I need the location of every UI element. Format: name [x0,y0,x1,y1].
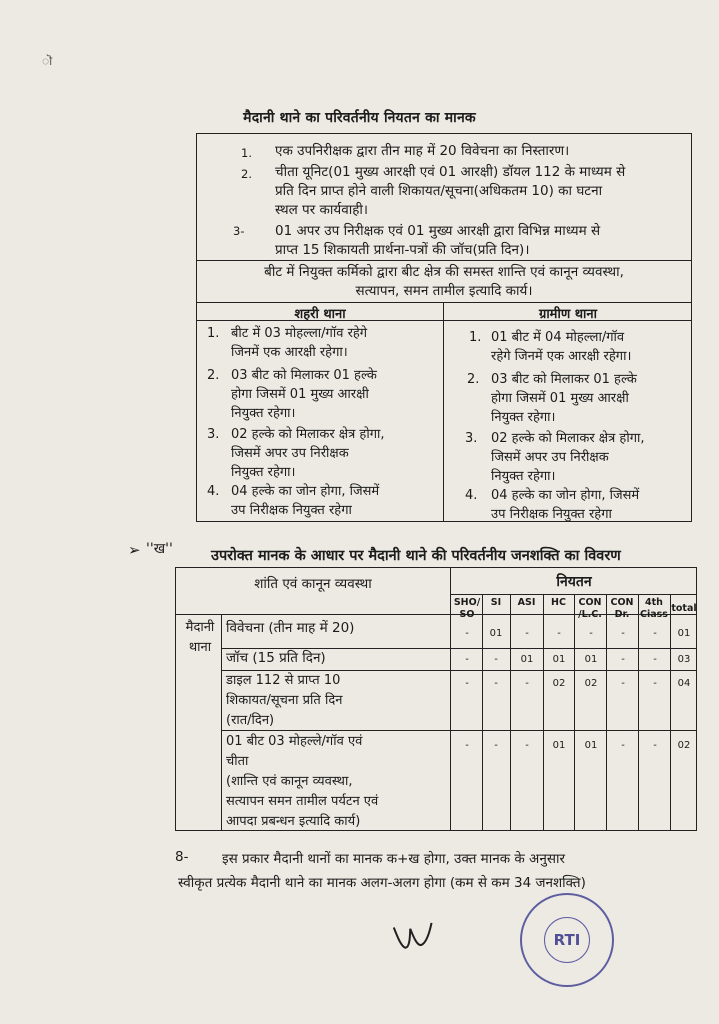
row-desc: 01 बीट 03 मोहल्ले/गॉव एवं चीता (शान्ति एवं कानून व्यवस्था, सत्यापन समन तामील पर्यटन एवं आपदा प्रबन्धन इत्यादि कार्य) [226,734,379,829]
table-cell: 02 [677,740,691,751]
table-cell: - [653,654,657,665]
urban-item: 04 हल्के का जोन होगा, जिसमें उप निरीक्षक नियुक्त रहेगा [231,484,380,518]
table-cell: - [653,678,657,689]
item-number: 3- [233,224,245,238]
page-corner-mark: ॊ [42,54,53,68]
urban-item: 02 हल्के को मिलाकर क्षेत्र होगा, जिसमें अपर उप निरीक्षक नियुक्त रहेगा। [231,427,385,480]
niyatan-header: नियतन [556,574,592,590]
urban-item: बीट में 03 मोहल्ला/गॉव रहेगे जिनमें एक आरक्षी रहेगा। [231,326,368,360]
table-cell: - [494,740,498,751]
table-cell: - [653,740,657,751]
table-cell: 01 [552,740,566,751]
table-cell: - [525,740,529,751]
table-cell: - [653,628,657,639]
col-con-lc: CON /L.C. [578,597,602,620]
table-cell: 02 [584,678,598,689]
rural-item: 01 बीट में 04 मोहल्ला/गॉव रहेगे जिनमें एक आरक्षी रहेगा। [491,330,632,364]
urban-item: 03 बीट को मिलाकर 01 हल्के होगा जिसमें 01 मुख्य आरक्षी नियुक्त रहेगा। [231,368,377,421]
footer-number: 8- [175,849,189,865]
document-title: मैदानी थाने का परिवर्तनीय नियतन का मानक [243,110,476,126]
table-cell: 01 [489,628,503,639]
rural-station-header: ग्रामीण थाना [538,307,598,322]
handwritten-signature [388,912,441,964]
bullet-arrow-icon: ➢ [128,541,141,559]
table-cell: - [621,628,625,639]
row-label-maidani-thana: मैदानी थाना [185,620,215,655]
col-con-dr: CON Dr. [610,597,634,620]
table-cell: 01 [584,654,598,665]
table-cell: - [465,628,469,639]
manpower-table [175,567,697,831]
table-line [450,594,696,595]
rural-item-number: 4. [465,488,478,503]
table-cell: - [465,678,469,689]
rural-item: 02 हल्के को मिलाकर क्षेत्र होगा, जिसमें अपर उप निरीक्षक नियुक्त रहेगा। [491,431,645,484]
law-order-header: शांति एवं कानून व्यवस्था [254,576,372,592]
table-cell: - [525,628,529,639]
table-cell: - [465,740,469,751]
urban-item-number: 3. [207,427,220,442]
col-total: total [671,603,697,614]
table-cell: - [621,740,625,751]
rural-item: 04 हल्के का जोन होगा, जिसमें उप निरीक्षक नियुक्त रहेगा [491,488,640,522]
rural-item-number: 3. [465,431,478,446]
col-4th-class: 4th Ciass [640,597,668,620]
divider [197,260,691,261]
table-line [450,568,451,830]
section-letter: ''ख'' [146,541,173,557]
beat-duty-text: बीट में नियुक्त कर्मिको द्वारा बीट क्षेत्र की समस्त शान्ति एवं कानून व्यवस्था, सत्यापन, समन तामील इत्यादि कार्य। [264,264,624,299]
table-line [221,614,222,830]
table-line [482,594,483,830]
table-cell: - [621,678,625,689]
item-number: 2. [241,167,252,181]
table-cell: 01 [552,654,566,665]
item-text: चीता यूनिट(01 मुख्य आरक्षी एवं 01 आरक्षी) डॉयल 112 के माध्यम से प्रति दिन प्राप्त होने वाली शिकायत/सूचना(अधिकतम 10) का घटना स्थल पर कार्यवाही। [275,164,626,218]
row-desc: विवेचना (तीन माह में 20) [226,620,355,636]
divider [197,302,691,303]
col-si: SI [490,597,502,608]
table-cell: 04 [677,678,691,689]
rti-seal [520,893,614,987]
table-cell: - [465,654,469,665]
table-line [543,594,544,830]
rural-item-number: 1. [469,330,482,345]
table-cell: 02 [552,678,566,689]
rural-item: 03 बीट को मिलाकर 01 हल्के होगा जिसमें 01 मुख्य आरक्षी नियुक्त रहेगा। [491,372,637,425]
table-cell: 01 [520,654,534,665]
item-number: 1. [241,146,252,160]
footer-line-2: स्वीकृत प्रत्येक मैदानी थाने का मानक अलग-अलग होगा (कम से कम 34 जनशक्ति) [178,875,586,891]
table-cell: - [557,628,561,639]
table-cell: 03 [677,654,691,665]
table-cell: - [494,654,498,665]
table-line [670,594,671,830]
seal-label: RTI [553,931,581,949]
row-desc: डाइल 112 से प्राप्त 10 शिकायत/सूचना प्रति दिन (रात/दिन) [226,673,343,728]
table-line [510,594,511,830]
footer-line-1: इस प्रकार मैदानी थानों का मानक क+ख होगा, उक्त मानक के अनुसार [222,851,566,867]
rural-item-number: 2. [467,372,480,387]
col-asi: ASI [517,597,536,608]
table-line [574,594,575,830]
item-text: 01 अपर उप निरीक्षक एवं 01 मुख्य आरक्षी द्वारा विभिन्न माध्यम से प्राप्त 15 शिकायती प्रार्थना-पत्रों की जॉच(प्रति दिन)। [275,223,601,258]
table-cell: - [525,678,529,689]
table-cell: - [621,654,625,665]
section-title: उपरोक्त मानक के आधार पर मैदानी थाने की परिवर्तनीय जनशक्ति का विवरण [211,548,621,564]
urban-item-number: 2. [207,368,220,383]
standards-box [196,133,692,522]
table-line [638,594,639,830]
urban-item-number: 4. [207,484,220,499]
item-text: एक उपनिरीक्षक द्वारा तीन माह में 20 विवेचना का निस्तारण। [275,143,570,159]
table-cell: - [589,628,593,639]
column-divider [443,302,444,521]
table-cell: 01 [677,628,691,639]
urban-station-header: शहरी थाना [294,307,346,322]
table-cell: - [494,678,498,689]
col-sho-so: SHO/ SO [453,597,481,620]
table-cell: 01 [584,740,598,751]
table-line [606,594,607,830]
row-desc: जॉच (15 प्रति दिन) [226,650,326,666]
urban-item-number: 1. [207,326,220,341]
col-hc: HC [551,597,566,608]
